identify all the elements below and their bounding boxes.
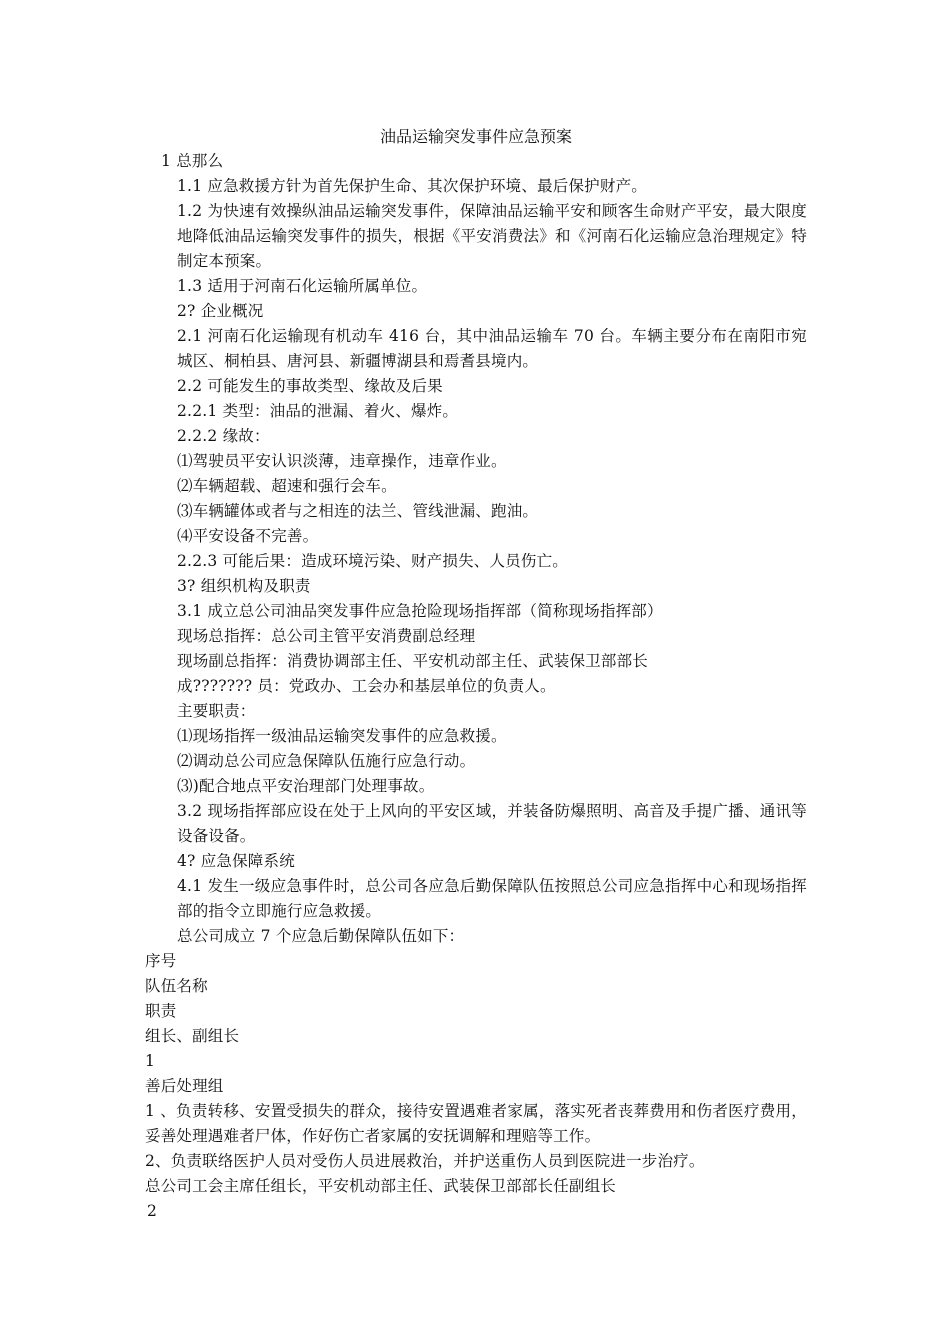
paragraph-p33: 善后处理组 [145, 1077, 224, 1095]
paragraph-p8: 2.2.1 类型：油品的泄漏、着火、爆炸。 [177, 402, 459, 420]
document-body [145, 149, 807, 1224]
paragraph-p22: ⑵调动总公司应急保障队伍施行应急行动。 [177, 752, 476, 770]
document-title: 油品运输突发事件应急预案 [379, 127, 572, 146]
paragraph-p2: 1.1 应急救援方针为首先保护生命、其次保护环境、最后保护财产。 [177, 177, 647, 195]
paragraph-p30: 职责 [145, 1002, 177, 1020]
paragraph-p6: 2.1 河南石化运输现有机动车 416 台，其中油品运输车 70 台。车辆主要分布在南阳市宛城区、桐柏县、唐河县、新疆博湖县和焉耆县境内。 [177, 327, 807, 370]
paragraph-p7: 2.2 可能发生的事故类型、缘故及后果 [177, 377, 443, 395]
paragraph-p15: 3? 组织机构及职责 [177, 577, 311, 595]
paragraph-p10: ⑴驾驶员平安认识淡薄，违章操作，违章作业。 [177, 452, 507, 470]
paragraph-p26: 4.1 发生一级应急事件时，总公司各应急后勤保障队伍按照总公司应急指挥中心和现场指挥部的指令立即施行应急救援。 [177, 877, 807, 920]
paragraph-p35: 2、负责联络医护人员对受伤人员进展救治，并护送重伤人员到医院进一步治疗。 [145, 1152, 705, 1170]
paragraph-p9: 2.2.2 缘故： [177, 427, 270, 445]
paragraph-p24: 3.2 现场指挥部应设在处于上风向的平安区域，并装备防爆照明、高音及手提广播、通讯等设备设备。 [177, 802, 807, 845]
paragraph-p23: ⑶)配合地点平安治理部门处理事故。 [177, 777, 435, 795]
paragraph-p11: ⑵车辆超载、超速和强行会车。 [177, 477, 397, 495]
paragraph-p31: 组长、副组长 [145, 1027, 240, 1045]
paragraph-p3: 1.2 为快速有效操纵油品运输突发事件，保障油品运输平安和顾客生命财产平安，最大限度地降低油品运输突发事件的损失，根据《平安消费法》和《河南石化运输应急治理规定》特制定本预案。 [177, 202, 807, 270]
document-page [145, 124, 807, 1224]
paragraph-p28: 序号 [145, 952, 177, 970]
paragraph-p36: 总公司工会主席任组长，平安机动部主任、武装保卫部部长任副组长 [145, 1177, 617, 1195]
paragraph-p14: 2.2.3 可能后果：造成环境污染、财产损失、人员伤亡。 [177, 552, 568, 570]
paragraph-p21: ⑴现场指挥一级油品运输突发事件的应急救援。 [177, 727, 507, 745]
paragraph-p4: 1.3 适用于河南石化运输所属单位。 [177, 277, 428, 295]
paragraph-p1: 1 总那么 [161, 152, 224, 170]
paragraph-p32: 1 [145, 1052, 156, 1070]
paragraph-p17: 现场总指挥：总公司主管平安消费副总经理 [177, 627, 476, 645]
paragraph-p34: 1 、负责转移、安置受损失的群众，接待安置遇难者家属，落实死者丧葬费用和伤者医疗费用，妥善处理遇难者尸体，作好伤亡者家属的安抚调解和理赔等工作。 [145, 1102, 807, 1145]
paragraph-p25: 4? 应急保障系统 [177, 852, 295, 870]
paragraph-p20: 主要职责： [177, 702, 256, 720]
paragraph-p27: 总公司成立 7 个应急后勤保障队伍如下： [177, 927, 465, 945]
paragraph-p29: 队伍名称 [145, 977, 208, 995]
paragraph-p13: ⑷平安设备不完善。 [177, 527, 319, 545]
paragraph-p18: 现场副总指挥：消费协调部主任、平安机动部主任、武装保卫部部长 [177, 652, 649, 670]
paragraph-p16: 3.1 成立总公司油品突发事件应急抢险现场指挥部（简称现场指挥部） [177, 602, 663, 620]
paragraph-p5: 2? 企业概况 [177, 302, 264, 320]
paragraph-p12: ⑶车辆罐体或者与之相连的法兰、管线泄漏、跑油。 [177, 502, 539, 520]
paragraph-p19: 成??????? 员：党政办、工会办和基层单位的负责人。 [177, 677, 556, 695]
paragraph-p37: 2 [147, 1202, 158, 1220]
